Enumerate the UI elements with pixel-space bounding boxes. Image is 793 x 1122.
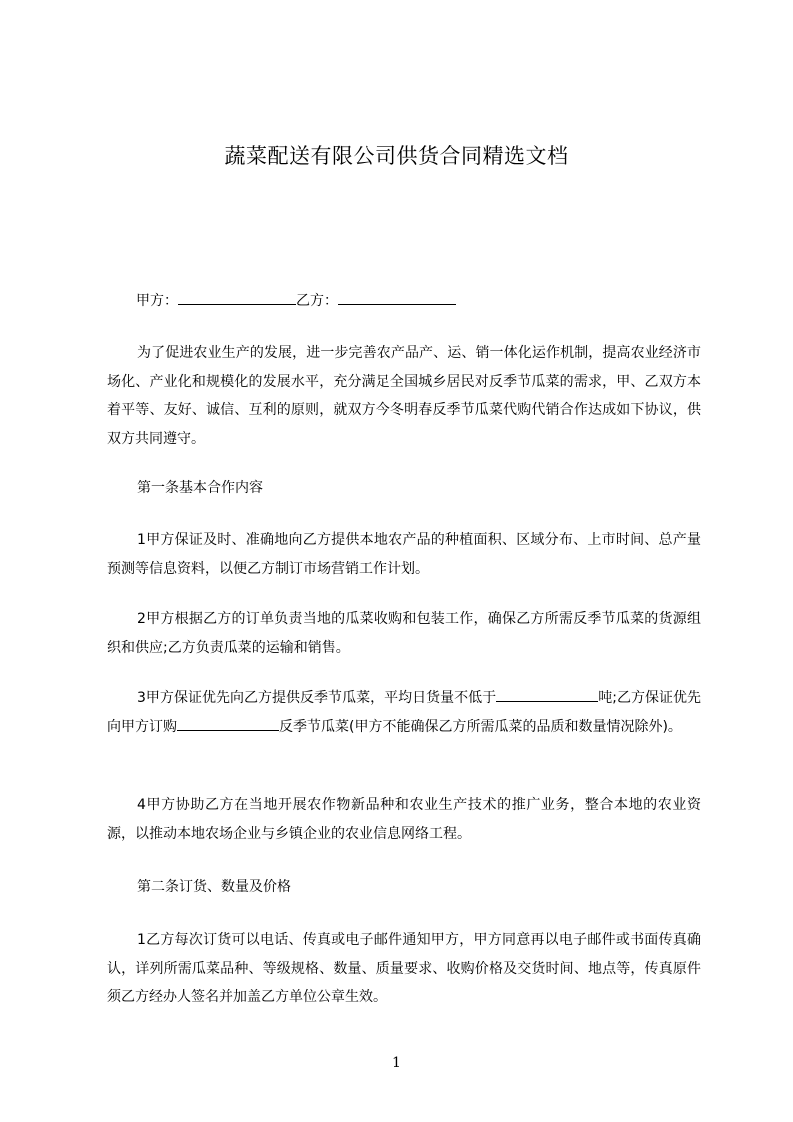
party-signature-line [136,290,456,312]
daily-volume-blank [496,687,598,702]
article-1-item-1: 1甲方保证及时、准确地向乙方提供本地农产品的种植面积、区域分布、上市时间、总产量预测等信息资料，以便乙方制订市场营销工作计划。 [107,532,701,577]
article-2-item-1: 1乙方每次订货可以电话、传真或电子邮件通知甲方，甲方同意再以电子邮件或书面传真确认，详列所需瓜菜品种、等级规格、数量、质量要求、收购价格及交货时间、地点等，传真原件须乙方经办人签名并加盖乙方单位公章生效。 [107,932,701,1005]
intro-paragraph: 为了促进农业生产的发展，进一步完善农产品产、运、销一体化运作机制，提高农业经济市场化、产业化和规模化的发展水平，充分满足全国城乡居民对反季节瓜菜的需求，甲、乙双方本着平等、友好、诚信、互利的原则，就双方今冬明春反季节瓜菜代购代销合作达成如下协议，供双方共同遵守。 [107,345,701,447]
party-a-label: 甲方： [136,293,178,309]
article-1-heading: 第一条基本合作内容 [137,480,263,496]
party-b-label: 乙方： [296,293,338,309]
article-1-item-3-text-2: 吨;乙方保证优先向甲方订购 [107,690,702,735]
page-number: 1 [392,1055,401,1071]
document-title: 蔬菜配送有限公司供货合同精选文档 [224,144,569,168]
article-1-item-3-text-1: 3甲方保证优先向乙方提供反季节瓜菜，平均日货量不低于 [137,690,497,706]
party-a-blank [178,290,296,305]
article-1-item-2: 2甲方根据乙方的订单负责当地的瓜菜收购和包装工作，确保乙方所需反季节瓜菜的货源组织和供应;乙方负责瓜菜的运输和销售。 [107,611,701,656]
article-1-item-3 [107,684,701,741]
party-b-blank [338,290,456,305]
order-volume-blank [177,716,279,731]
article-1-item-3-text-3: 反季节瓜菜(甲方不能确保乙方所需瓜菜的品质和数量情况除外)。 [279,718,682,735]
article-2-heading: 第二条订货、数量及价格 [137,879,291,895]
article-1-item-4: 4甲方协助乙方在当地开展农作物新品种和农业生产技术的推广业务，整合本地的农业资源，以推动本地农场企业与乡镇企业的农业信息网络工程。 [107,797,701,842]
